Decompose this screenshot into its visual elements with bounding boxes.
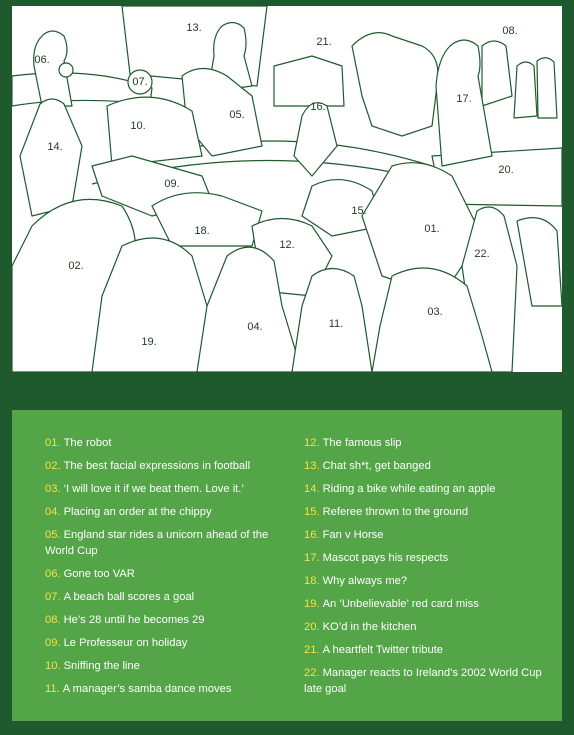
legend-item bbox=[304, 665, 554, 697]
legend-text: Mascot pays his respects bbox=[322, 552, 449, 564]
scene-label: 13. bbox=[186, 22, 202, 34]
legend-text: A manager’s samba dance moves bbox=[62, 683, 232, 695]
legend-item bbox=[304, 550, 554, 566]
legend-panel bbox=[12, 410, 562, 721]
legend-item bbox=[304, 642, 554, 658]
legend-item bbox=[304, 619, 554, 635]
legend-text: Chat sh*t, get banged bbox=[322, 460, 431, 472]
legend-number: 02. bbox=[45, 460, 61, 472]
legend-item bbox=[45, 612, 295, 628]
silhouette-illustration bbox=[12, 6, 562, 372]
legend-item bbox=[304, 481, 554, 497]
legend-number: 19. bbox=[304, 598, 320, 610]
legend-number: 18. bbox=[304, 575, 320, 587]
legend-text: ‘I will love it if we beat them. Love it.’ bbox=[63, 483, 244, 495]
scene-label: 10. bbox=[130, 120, 146, 132]
legend-item bbox=[45, 527, 295, 559]
silhouette-outlines bbox=[12, 6, 562, 372]
legend-number: 15. bbox=[304, 506, 320, 518]
legend-number: 20. bbox=[304, 621, 320, 633]
legend-number: 04. bbox=[45, 506, 61, 518]
legend-item bbox=[45, 504, 295, 520]
outline-figure-21 bbox=[274, 56, 344, 106]
legend-text: Placing an order at the chippy bbox=[63, 506, 212, 518]
scene-label: 12. bbox=[279, 239, 295, 251]
legend-text: Sniffing the line bbox=[63, 660, 140, 672]
scene-label: 20. bbox=[498, 164, 514, 176]
outline-figure-08a bbox=[482, 41, 512, 106]
legend-number: 16. bbox=[304, 529, 320, 541]
legend-item bbox=[45, 635, 295, 651]
scene-label: 17. bbox=[456, 93, 472, 105]
scene-label: 08. bbox=[502, 25, 518, 37]
legend-number: 13. bbox=[304, 460, 320, 472]
outline-figure-08b bbox=[514, 62, 537, 118]
scene-label: 04. bbox=[247, 321, 263, 333]
legend-number: 21. bbox=[304, 644, 320, 656]
legend-text: The robot bbox=[63, 437, 112, 449]
legend-number: 01. bbox=[45, 437, 61, 449]
legend-item bbox=[304, 573, 554, 589]
legend-item bbox=[304, 435, 554, 451]
legend-item bbox=[304, 458, 554, 474]
outline-ball-06 bbox=[59, 63, 73, 77]
scene-label: 07. bbox=[132, 76, 148, 88]
legend-number: 07. bbox=[45, 591, 61, 603]
scene-label: 21. bbox=[316, 36, 332, 48]
legend-text: Referee thrown to the ground bbox=[322, 506, 469, 518]
outline-horse-16 bbox=[352, 33, 438, 136]
legend-number: 11. bbox=[45, 683, 60, 695]
legend-column-left bbox=[45, 435, 295, 704]
legend-text: Le Professeur on holiday bbox=[63, 637, 188, 649]
legend-number: 03. bbox=[45, 483, 61, 495]
legend-item bbox=[304, 596, 554, 612]
legend-number: 17. bbox=[304, 552, 320, 564]
legend-text: The famous slip bbox=[322, 437, 402, 449]
legend-number: 22. bbox=[304, 667, 320, 679]
legend-text: Manager reacts to Ireland’s 2002 World Cup late goal bbox=[304, 667, 542, 695]
scene-label: 15. bbox=[351, 205, 367, 217]
legend-item bbox=[45, 481, 295, 497]
legend-text: A heartfelt Twitter tribute bbox=[322, 644, 443, 656]
legend-text: The best facial expressions in football bbox=[63, 460, 251, 472]
legend-number: 14. bbox=[304, 483, 320, 495]
scene-label: 19. bbox=[141, 336, 157, 348]
outline-figure-16 bbox=[294, 103, 337, 176]
outline-figure-18 bbox=[152, 193, 262, 246]
legend-number: 12. bbox=[304, 437, 320, 449]
legend-number: 06. bbox=[45, 568, 61, 580]
legend-text: Fan v Horse bbox=[322, 529, 384, 541]
legend-item bbox=[45, 658, 295, 674]
legend-item bbox=[45, 589, 295, 605]
legend-number: 05. bbox=[45, 529, 61, 541]
legend-item bbox=[304, 504, 554, 520]
legend-text: Riding a bike while eating an apple bbox=[322, 483, 496, 495]
legend-item bbox=[45, 566, 295, 582]
scene-label: 03. bbox=[427, 306, 443, 318]
scene-label: 18. bbox=[194, 225, 210, 237]
legend-text: KO’d in the kitchen bbox=[322, 621, 417, 633]
legend-text: Gone too VAR bbox=[63, 568, 135, 580]
legend-number: 08. bbox=[45, 614, 61, 626]
legend-number: 10. bbox=[45, 660, 61, 672]
scene-label: 22. bbox=[474, 248, 490, 260]
legend-item bbox=[45, 458, 295, 474]
legend-number: 09. bbox=[45, 637, 61, 649]
legend-text: He’s 28 until he becomes 29 bbox=[63, 614, 205, 626]
scene-label: 16. bbox=[310, 101, 326, 113]
scene-label: 11. bbox=[328, 318, 344, 330]
scene-label: 06. bbox=[34, 54, 50, 66]
scene-label: 05. bbox=[229, 109, 245, 121]
legend-text: Why always me? bbox=[322, 575, 408, 587]
legend-column-right bbox=[304, 435, 554, 704]
outline-figure-14 bbox=[20, 99, 82, 216]
legend-item bbox=[45, 435, 295, 451]
legend-text: An ‘Unbelievable’ red card miss bbox=[322, 598, 479, 610]
outline-figure-22b bbox=[517, 218, 562, 306]
scene-label: 14. bbox=[47, 141, 63, 153]
legend-text: A beach ball scores a goal bbox=[63, 591, 195, 603]
outline-figure-08c bbox=[537, 58, 557, 118]
scene-label: 09. bbox=[164, 178, 180, 190]
legend-item bbox=[45, 681, 295, 697]
scene-label: 02. bbox=[68, 260, 84, 272]
legend-text: England star rides a unicorn ahead of the World Cup bbox=[45, 529, 269, 557]
scene-label: 01. bbox=[424, 223, 440, 235]
legend-item bbox=[304, 527, 554, 543]
